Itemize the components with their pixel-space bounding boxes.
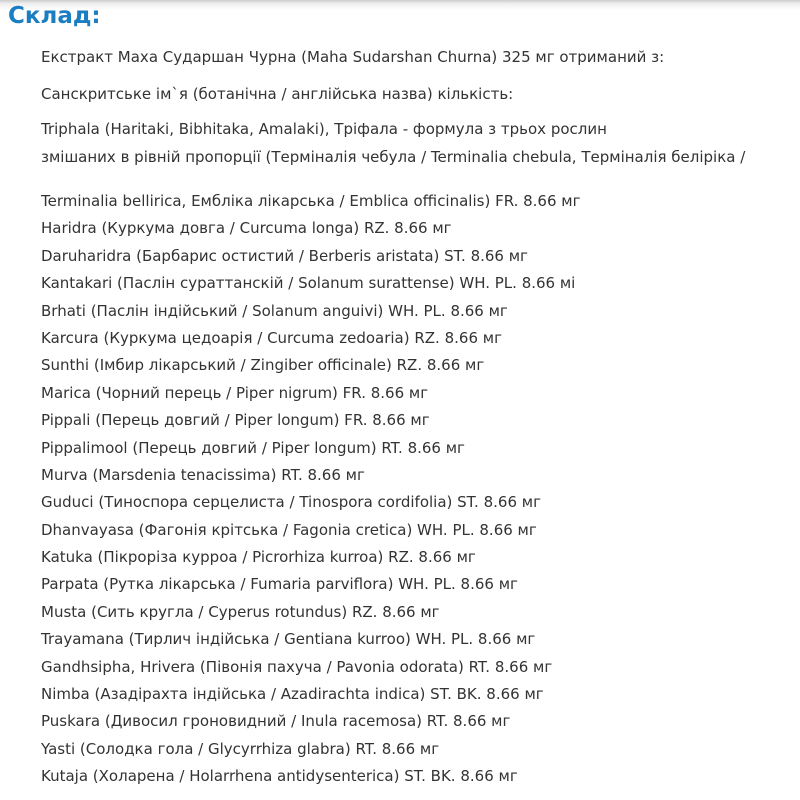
ingredient-list xyxy=(41,188,581,791)
list-item: Yasti (Солодка гола / Glycyrrhiza glabra) RT. 8.66 мг xyxy=(41,739,440,758)
list-item: Musta (Сить кругла / Cyperus rotundus) RZ. 8.66 мг xyxy=(41,602,440,621)
section-title: Склад: xyxy=(8,3,101,29)
list-item: Sunthi (Імбир лікарський / Zingiber officinale) RZ. 8.66 мг xyxy=(41,356,485,375)
list-item: Haridra (Куркума довга / Curcuma longa) RZ. 8.66 мг xyxy=(41,219,452,238)
list-item: Murva (Marsdenia tenacissima) RT. 8.66 мг xyxy=(41,465,365,484)
extract-summary-line: Екстракт Маха Сударшан Чурна (Maha Sudarshan Churna) 325 мг отриманий з: xyxy=(41,48,665,66)
list-item: Brhati (Паслін індійський / Solanum anguivi) WH. PL. 8.66 мг xyxy=(41,301,508,320)
list-item: Parpata (Рутка лікарська / Fumaria parviflora) WH. PL. 8.66 мг xyxy=(41,575,518,594)
list-item: Guduci (Тиноспора серцелиста / Tinospora cordifolia) ST. 8.66 мг xyxy=(41,493,541,512)
list-item: Daruharidra (Барбарис остистий / Berberis aristata) ST. 8.66 мг xyxy=(41,246,528,265)
list-item: Dhanvayasa (Фагонія крітська / Fagonia cretica) WH. PL. 8.66 мг xyxy=(41,520,537,539)
list-item: Puskara (Дивосил гроновидний / Inula racemosa) RT. 8.66 мг xyxy=(41,712,511,731)
list-item: Nimba (Азадірахта індійська / Azadirachta indica) ST. BK. 8.66 мг xyxy=(41,685,544,704)
column-legend-line: Санскритське ім`я (ботанічна / англійська назва) кількість: xyxy=(41,85,514,103)
list-item: Pippalimool (Перець довгий / Piper longum) RT. 8.66 мг xyxy=(41,438,465,457)
triphala-description-line-1: Triphala (Haritaki, Bibhitaka, Amalaki), Тріфала - формула з трьох рослин xyxy=(41,120,607,138)
list-item: Trayamana (Тирлич індійська / Gentiana kurroo) WH. PL. 8.66 мг xyxy=(41,630,536,649)
list-item: Pippali (Перець довгий / Piper longum) FR. 8.66 мг xyxy=(41,411,430,430)
top-divider xyxy=(0,0,800,10)
list-item: Gandhsipha, Hrivera (Півонія пахуча / Pavonia odorata) RT. 8.66 мг xyxy=(41,657,553,676)
list-item: Kantakari (Паслін сураттанскій / Solanum surattense) WH. PL. 8.66 мі xyxy=(41,274,576,293)
list-item: Kutaja (Холарена / Holarrhena antidysenterica) ST. BK. 8.66 мг xyxy=(41,767,518,786)
list-item: Terminalia bellirica, Ембліка лікарська / Emblica officinalis) FR. 8.66 мг xyxy=(41,192,581,210)
list-item: Katuka (Пікроріза курроа / Picrorhiza kurroa) RZ. 8.66 мг xyxy=(41,548,476,567)
list-item: Marica (Чорний перець / Piper nigrum) FR. 8.66 мг xyxy=(41,383,429,402)
triphala-description-line-2: змішаних в рівній пропорції (Терміналія чебула / Terminalia chebula, Терміналія беліріка / xyxy=(41,148,746,166)
list-item: Karcura (Куркума цедоарія / Curcuma zedoaria) RZ. 8.66 мг xyxy=(41,328,502,347)
